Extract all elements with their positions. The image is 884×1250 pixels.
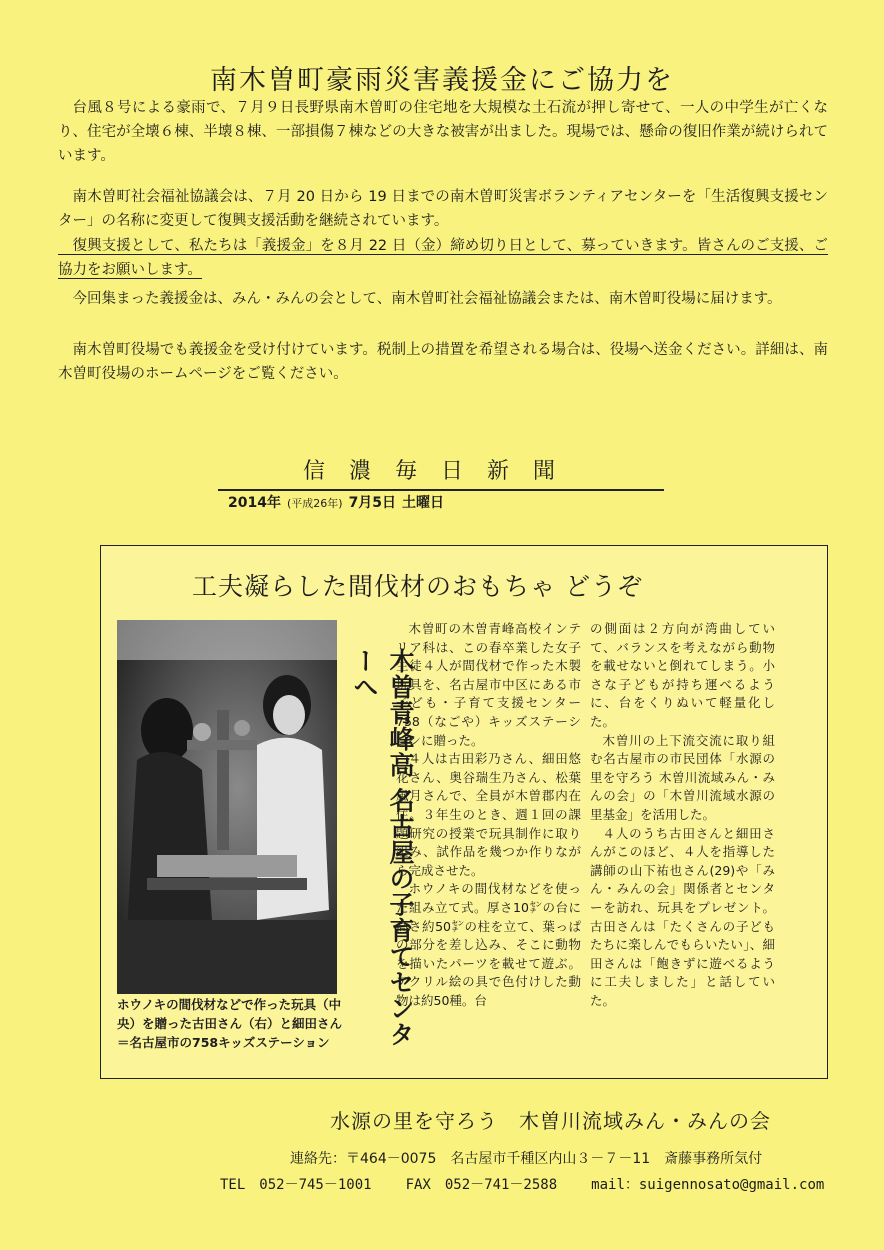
article-paragraph: の側面は２方向が湾曲していて、バランスを考えながら動物を載せないと倒れてしまう。小さな子どもが持ち運べるように、台をくりぬいて軽量化した。 (590, 621, 775, 729)
appeal-paragraph-5 (58, 338, 828, 386)
contact-address: 連絡先：〒464－0075 名古屋市千種区内山３－７－11 斎藤事務所気付 (290, 1151, 763, 1167)
appeal-paragraph-5-text: 南木曽町役場でも義援金を受け付けています。税制上の措置を希望される場合は、役場へ送金ください。詳細は、南木曽町役場のホームページをご覧ください。 (58, 342, 828, 382)
appeal-paragraph-1 (58, 96, 828, 168)
appeal-paragraph-3-text: 復興支援として、私たちは「義援金」を８月 22 日（金）締め切り日として、募っていきます。皆さんのご支援、ご協力をお願いします。 (58, 238, 828, 278)
article-column-2 (590, 620, 775, 1010)
pub-weekday: 土曜日 (402, 495, 445, 511)
article-paragraph: ４人のうち古田さんと細田さんがこのほど、４人を指導した講師の山下祐也さん(29)や「みん・みんの会」関係者とセンターを訪れ、玩具をプレゼント。古田さんは「たくさんの子どもたちに楽しんでもらいたい」、細田さんは「飽きずに遊べるように工夫しました」と話していた。 (590, 825, 775, 1008)
phone-number: TEL 052－745－1001 (220, 1177, 372, 1193)
pub-date: 7月5日 (348, 495, 397, 511)
article-headline: 工夫凝らした間伐材のおもちゃ どうぞ (192, 572, 643, 601)
pub-era: (平成26年) (286, 497, 343, 510)
appeal-paragraph-4-text: 今回集まった義援金は、みん・みんの会として、南木曽町社会福祉協議会または、南木曽町役場に届けます。 (72, 291, 782, 307)
publication-date (228, 492, 450, 512)
appeal-paragraph-2-text: 南木曽町社会福祉協議会は、７月 20 日から 19 日までの南木曽町災害ボランティアセンターを「生活復興支援センター」の名称に変更して復興支援活動を継続されています。 (58, 189, 828, 229)
article-paragraph: ４人は古田彩乃さん、細田悠花さん、奥谷瑞生乃さん、松葉風月さんで、全員が木曽郡内在住。３年生のとき、週１回の課題研究の授業で玩具制作に取り組み、試作品を幾つか作りながら完成させた。 (396, 751, 581, 878)
photo-illustration (117, 620, 337, 994)
email-address[interactable]: mail：suigennosato@gmail.com (591, 1177, 825, 1193)
pub-year: 2014年 (228, 495, 281, 511)
photo-caption: ホウノキの間伐材などで作った玩具（中央）を贈った古田さん（右）と細田さん＝名古屋市の758キッズステーション (117, 997, 343, 1050)
article-paragraph: 木曽町の木曽青峰高校インテリア科は、この春卒業した女子生徒４人が間伐材で作った木製玩具を、名古屋市中区にある市子ども・子育て支援センター758（なごや）キッズステーションに贈った。 (396, 621, 581, 748)
article-column-1 (396, 620, 581, 1010)
contact-numbers (220, 1174, 858, 1194)
appeal-paragraph-4 (58, 287, 828, 311)
appeal-paragraph-2 (58, 185, 828, 233)
appeal-paragraph-1-text: 台風８号による豪雨で、７月９日長野県南木曽町の住宅地を大規模な土石流が押し寄せて、一人の中学生が亡くなり、住宅が全壊６棟、半壊８棟、一部損傷７棟などの大きな被害が出ました。現場では、懸命の復旧作業が続けられています。 (58, 100, 828, 164)
article-vertical-title: 木曽青峰高 名古屋の子育てセンターへ (350, 648, 415, 1048)
article-photo (117, 620, 337, 994)
appeal-paragraph-3 (58, 234, 828, 282)
article-paragraph: ホウノキの間伐材などを使った組み立て式。厚さ10㌢の台に高さ約50㌢の柱を立て、葉っぱの部分を差し込み、そこに動物を描いたパーツを載せて遊ぶ。アクリル絵の具で色付けした動物は約50種。台 (396, 881, 581, 1008)
newspaper-masthead: 信濃毎日新聞 (218, 454, 664, 491)
fax-number: FAX 052－741－2588 (405, 1177, 558, 1193)
organization-name: 水源の里を守ろう 木曽川流域みん・みんの会 (330, 1109, 771, 1133)
article-paragraph: 木曽川の上下流交流に取り組む名古屋市の市民団体「水源の里を守ろう 木曽川流域みん・みんの会」の「木曽川流域水源の里基金」を活用した。 (590, 732, 775, 822)
appeal-title: 南木曽町豪雨災害義援金にご協力を (210, 65, 674, 96)
